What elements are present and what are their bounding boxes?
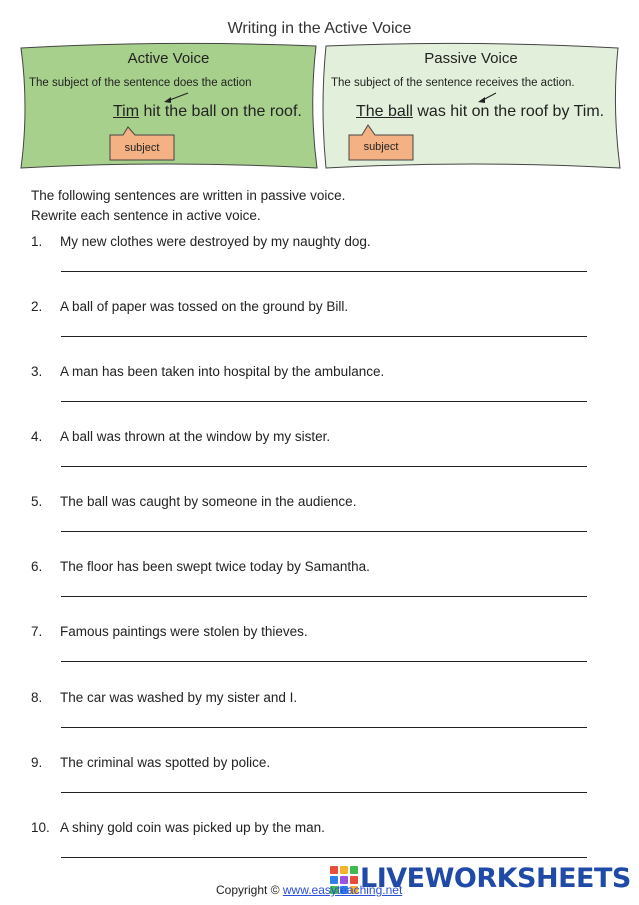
item-sentence: Famous paintings were stolen by thieves. bbox=[60, 624, 308, 639]
item-number: 8. bbox=[31, 690, 43, 705]
passive-voice-example bbox=[356, 103, 604, 121]
answer-line[interactable] bbox=[61, 792, 587, 793]
answer-line[interactable] bbox=[61, 596, 587, 597]
exercise-item bbox=[31, 234, 591, 290]
answer-line[interactable] bbox=[61, 401, 587, 402]
exercise-item bbox=[31, 559, 591, 615]
page-title: Writing in the Active Voice bbox=[227, 20, 412, 37]
item-number: 6. bbox=[31, 559, 43, 574]
item-number: 2. bbox=[31, 299, 43, 314]
item-sentence: The ball was caught by someone in the audience. bbox=[60, 494, 357, 509]
instructions-line-1: The following sentences are written in passive voice. bbox=[31, 188, 346, 203]
arrow-icon bbox=[476, 90, 500, 104]
answer-line[interactable] bbox=[61, 857, 587, 858]
active-example-rest: hit the ball on the roof. bbox=[139, 103, 302, 120]
active-voice-definition: The subject of the sentence does the action bbox=[29, 77, 252, 89]
active-voice-example bbox=[113, 103, 302, 121]
item-sentence: The criminal was spotted by police. bbox=[60, 755, 271, 770]
copyright-text: Copyright © bbox=[216, 883, 283, 897]
item-sentence: The floor has been swept twice today by Samantha. bbox=[60, 559, 370, 574]
exercise-item bbox=[31, 299, 591, 355]
exercise-item bbox=[31, 624, 591, 680]
exercise-item bbox=[31, 429, 591, 485]
passive-voice-definition: The subject of the sentence receives the action. bbox=[331, 77, 575, 89]
passive-subject-callout bbox=[348, 124, 414, 162]
exercise-item bbox=[31, 494, 591, 550]
item-sentence: The car was washed by my sister and I. bbox=[60, 690, 298, 705]
answer-line[interactable] bbox=[61, 336, 587, 337]
passive-example-subject: The ball bbox=[356, 103, 413, 120]
exercise-item bbox=[31, 690, 591, 746]
arrow-icon bbox=[162, 90, 192, 104]
active-example-subject: Tim bbox=[113, 103, 140, 120]
item-sentence: My new clothes were destroyed by my naughty dog. bbox=[60, 234, 371, 249]
passive-subject-tag: subject bbox=[363, 141, 399, 153]
answer-line[interactable] bbox=[61, 531, 587, 532]
answer-line[interactable] bbox=[61, 661, 587, 662]
instructions bbox=[31, 186, 345, 226]
item-sentence: A shiny gold coin was picked up by the man. bbox=[60, 820, 325, 835]
answer-line[interactable] bbox=[61, 727, 587, 728]
copyright-footer bbox=[216, 883, 402, 897]
exercise-item bbox=[31, 364, 591, 420]
item-number: 3. bbox=[31, 364, 43, 379]
active-voice-panel bbox=[17, 42, 320, 172]
passive-voice-panel bbox=[318, 42, 624, 172]
item-number: 5. bbox=[31, 494, 43, 509]
active-voice-heading: Active Voice bbox=[127, 50, 210, 67]
item-number: 1. bbox=[31, 234, 43, 249]
item-number: 4. bbox=[31, 429, 43, 444]
answer-line[interactable] bbox=[61, 466, 587, 467]
liveworksheets-wordmark: LIVEWORKSHEETS bbox=[360, 863, 631, 894]
copyright-link[interactable]: www.easyteaching.net bbox=[282, 883, 403, 897]
item-number: 7. bbox=[31, 624, 43, 639]
item-number: 9. bbox=[31, 755, 43, 770]
item-sentence: A ball was thrown at the window by my sister. bbox=[60, 429, 331, 444]
passive-voice-heading: Passive Voice bbox=[424, 50, 518, 67]
exercise-item bbox=[31, 755, 591, 811]
passive-example-rest: was hit on the roof by Tim. bbox=[412, 103, 605, 120]
active-subject-tag: subject bbox=[124, 142, 160, 154]
item-sentence: A man has been taken into hospital by the ambulance. bbox=[60, 364, 385, 379]
active-subject-callout bbox=[109, 126, 175, 162]
item-number: 10. bbox=[31, 820, 50, 835]
instructions-line-2: Rewrite each sentence in active voice. bbox=[31, 208, 261, 223]
item-sentence: A ball of paper was tossed on the ground by Bill. bbox=[60, 299, 349, 314]
answer-line[interactable] bbox=[61, 271, 587, 272]
